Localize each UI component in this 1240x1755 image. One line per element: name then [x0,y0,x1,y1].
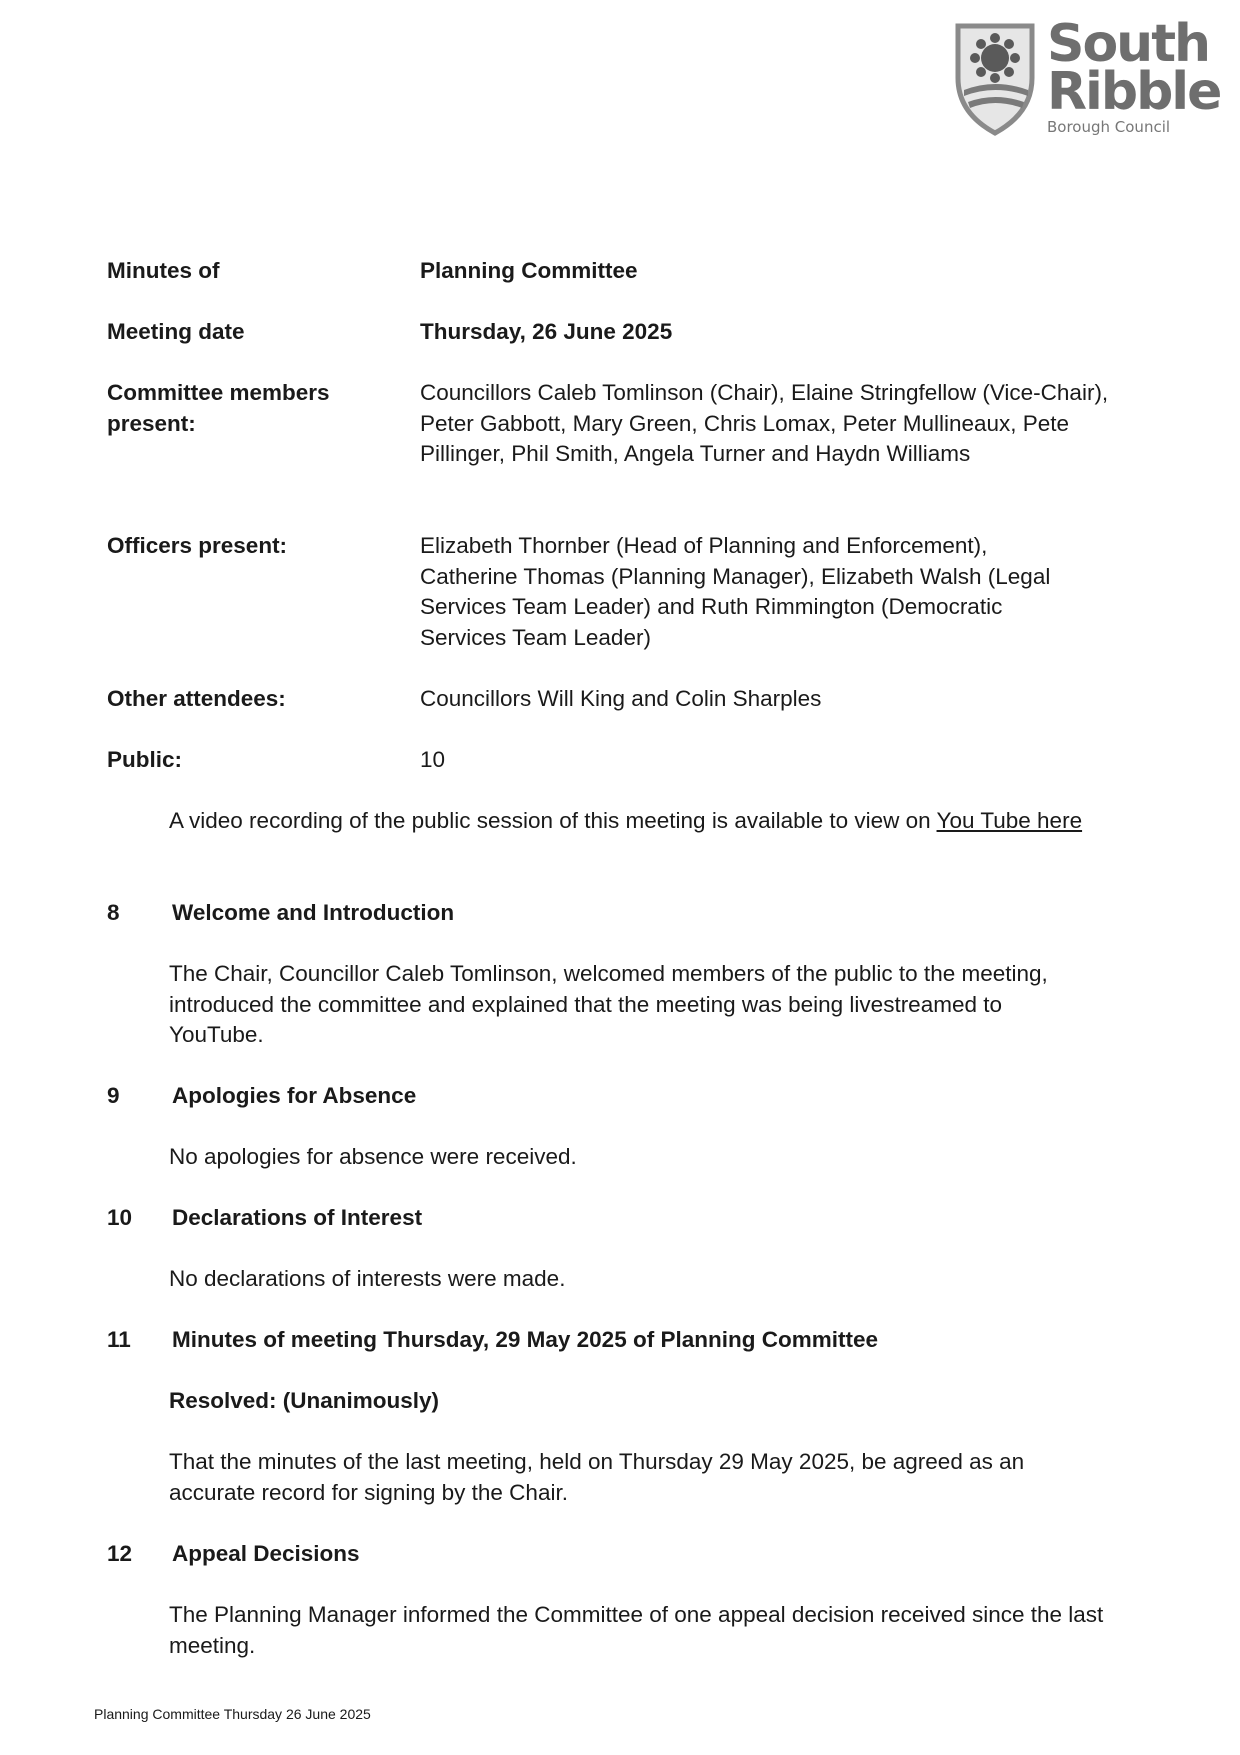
item-number: 11 [107,1327,131,1352]
page-footer: Planning Committee Thursday 26 June 2025 [94,1706,371,1722]
meta-label: Public: [107,747,183,772]
item-number: 12 [107,1541,133,1566]
video-note-text: A video recording of the public session of this meeting is available to view on [169,808,937,833]
meta-label: Meeting date [107,319,245,344]
item-title: Declarations of Interest [172,1205,423,1230]
meta-label: Officers present: [107,533,288,558]
youtube-link[interactable]: You Tube here [936,808,1083,833]
item-body: No declarations of interests were made. [169,1266,566,1291]
item-body: The Planning Manager informed the Committee of one appeal decision received since the last meeting. [169,1602,1104,1658]
logo-text-ribble: Ribble [1047,62,1221,122]
meta-value: Elizabeth Thornber (Head of Planning and Enforcement), Catherine Thomas (Planning Manager), Elizabeth Walsh (Legal Services Team Leader) and Ruth Rimmington (Democratic Services Team Leader) [420,533,1051,650]
item-body: That the minutes of the last meeting, held on Thursday 29 May 2025, be agreed as an accurate record for signing by the Chair. [169,1449,1025,1505]
item-title: Appeal Decisions [172,1541,360,1566]
video-note [169,806,1114,837]
item-number: 10 [107,1205,133,1230]
meta-value: Thursday, 26 June 2025 [420,319,673,344]
shield-icon [950,18,1040,138]
council-logo [950,14,1221,138]
item-number: 8 [107,900,120,925]
item-title: Minutes of meeting Thursday, 29 May 2025 of Planning Committee [172,1327,878,1352]
item-body: No apologies for absence were received. [169,1144,577,1169]
meta-value: 10 [420,747,446,772]
meta-value: Planning Committee [420,258,638,283]
meta-value: Councillors Will King and Colin Sharples [420,686,822,711]
meta-label: Other attendees: [107,686,286,711]
resolved-label: Resolved: (Unanimously) [169,1388,440,1413]
logo-text-south: South [1047,14,1210,74]
item-title: Welcome and Introduction [172,900,455,925]
item-number: 9 [107,1083,120,1108]
meta-value: Councillors Caleb Tomlinson (Chair), Elaine Stringfellow (Vice-Chair), Peter Gabbott, Mary Green, Chris Lomax, Peter Mullineaux, Pete Pillinger, Phil Smith, Angela Turner and Haydn Williams [420,380,1109,466]
meta-label: Minutes of [107,258,220,283]
item-title: Apologies for Absence [172,1083,417,1108]
meta-label: Committee members present: [107,380,330,436]
item-body: The Chair, Councillor Caleb Tomlinson, welcomed members of the public to the meeting, introduced the committee and explained that the meeting was being livestreamed to YouTube. [169,961,1048,1047]
logo-text-borough-council: Borough Council [1047,118,1171,136]
